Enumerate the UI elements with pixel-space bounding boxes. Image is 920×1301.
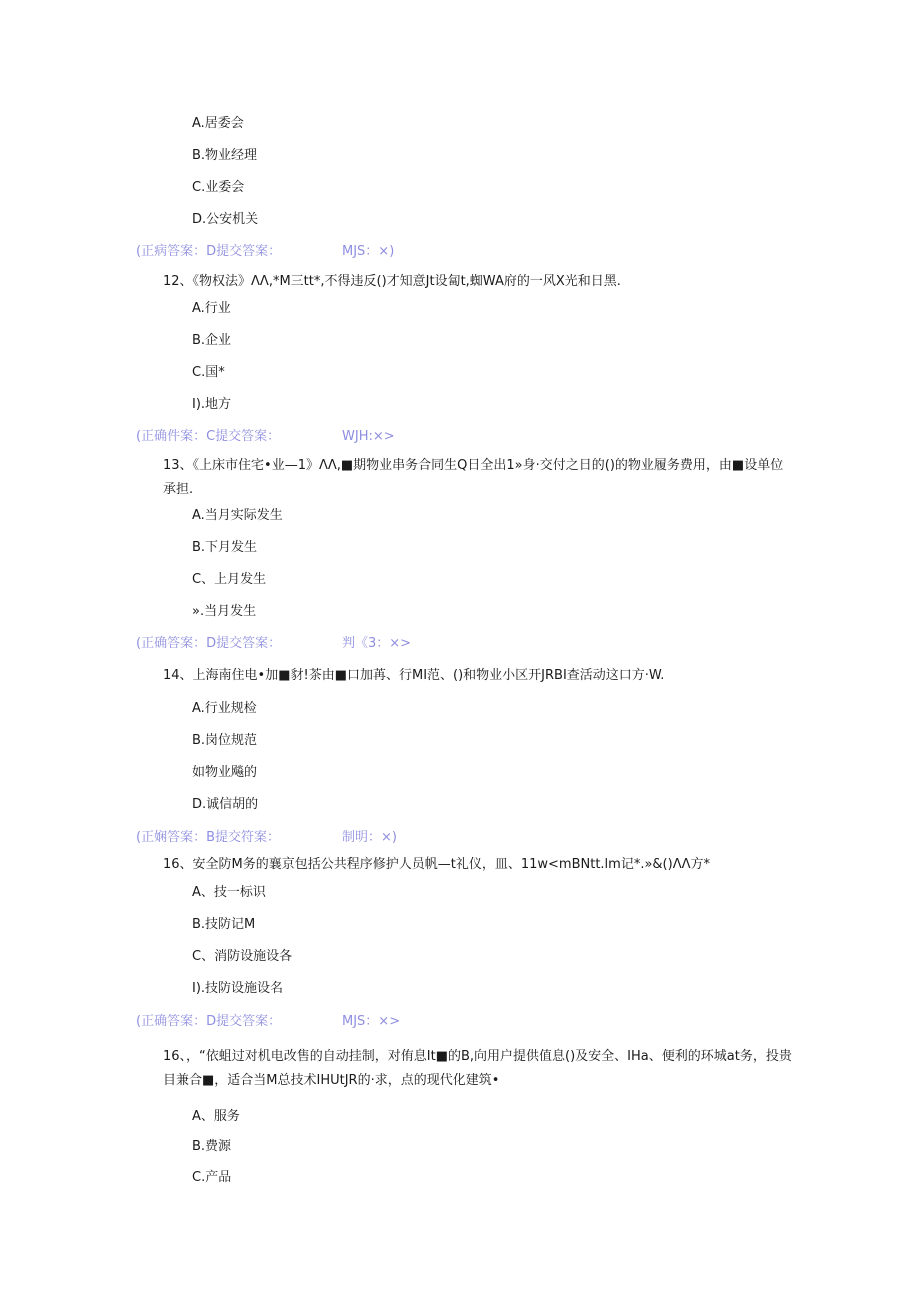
q15-option-c: C、消防设施设各 xyxy=(192,949,293,964)
q13-option-c: C、上月发生 xyxy=(192,572,267,587)
q12-answer-result: WJH:×> xyxy=(342,429,395,444)
q14-option-c: 如物业飚的 xyxy=(192,765,258,780)
q12-stem: 12、《物权法》ΛΛ,*M三tt*,不得违反()才知意Jt设匐t,蜘WA府的一风X光和日黑. xyxy=(163,274,621,289)
q16-option-b: B.费源 xyxy=(192,1139,232,1154)
q13-answer-result: 判《3：×> xyxy=(342,636,412,651)
q14-option-a: A.行业规检 xyxy=(192,701,257,716)
q11-answer-line xyxy=(136,243,395,261)
q16-option-c: C.产品 xyxy=(192,1170,232,1185)
q12-option-d: I).地方 xyxy=(192,397,232,412)
q12-option-a: A.行业 xyxy=(192,301,231,316)
q12-answer-line xyxy=(136,428,395,446)
q16-stem: 16、，“依蛆过对机电改售的自动挂制，对侑息It■的B,向用户提供值息()及安全、IHa、便利的环城at务，投贵目兼合■，适合当M总技术IHUtJR的·求，点的现代化建筑• xyxy=(163,1049,792,1088)
q11-option-b: B.物业经理 xyxy=(192,148,258,163)
q13-answer-line xyxy=(136,635,412,653)
q13-option-d: ».当月发生 xyxy=(192,604,257,619)
q13-option-b: B.下月发生 xyxy=(192,540,258,555)
q15-option-d: I).技防设施设名 xyxy=(192,981,284,996)
q15-option-a: A、技一标识 xyxy=(192,885,266,900)
q13-option-a: A.当月实际发生 xyxy=(192,508,283,523)
q12-option-c: C.国* xyxy=(192,365,225,380)
q11-option-a: A.居委会 xyxy=(192,116,244,131)
q14-answer-label: (正娴答案：B提交符案： xyxy=(136,830,280,845)
q13-stem: 13、《上床市住宅•业—1》ΛΛ,■期物业串务合同生Q日全出1»身·交付之日的()的物业履务费用，由■设单位承担. xyxy=(163,458,784,497)
q11-answer-result: MJS：×) xyxy=(342,244,395,259)
q15-answer-result: MJS：×> xyxy=(342,1014,401,1029)
q14-answer-result: 制明：×) xyxy=(342,830,397,845)
q15-answer-line xyxy=(136,1013,401,1031)
q11-option-d: D.公安机关 xyxy=(192,212,259,227)
q14-option-b: B.岗位规范 xyxy=(192,733,258,748)
q11-answer-label: (正病答案：D提交答案： xyxy=(136,244,282,259)
q12-option-b: B.企业 xyxy=(192,333,232,348)
q15-option-b: B.技防记M xyxy=(192,917,256,932)
q14-option-d: D.诚信胡的 xyxy=(192,797,259,812)
q12-answer-label: (正确件案：C提交答案： xyxy=(136,429,281,444)
q16-option-a: A、服务 xyxy=(192,1109,240,1124)
q14-stem: 14、上海南住电•加■豺!茶由■口加苒、行MI范、()和物业小区开JRBI查活动这口方·W. xyxy=(163,668,665,683)
q14-answer-line xyxy=(136,829,397,847)
q11-option-c: C.业委会 xyxy=(192,180,245,195)
q13-answer-label: (正确答案：D提交答案： xyxy=(136,636,282,651)
q15-answer-label: (正确答案：D提交答案： xyxy=(136,1014,282,1029)
q15-stem: 16、安全防M务的襄京包括公共程序修护人员帆—t礼仪，皿、11w<mBNtt.lm记*.»&()ΛΛ方* xyxy=(163,857,710,872)
